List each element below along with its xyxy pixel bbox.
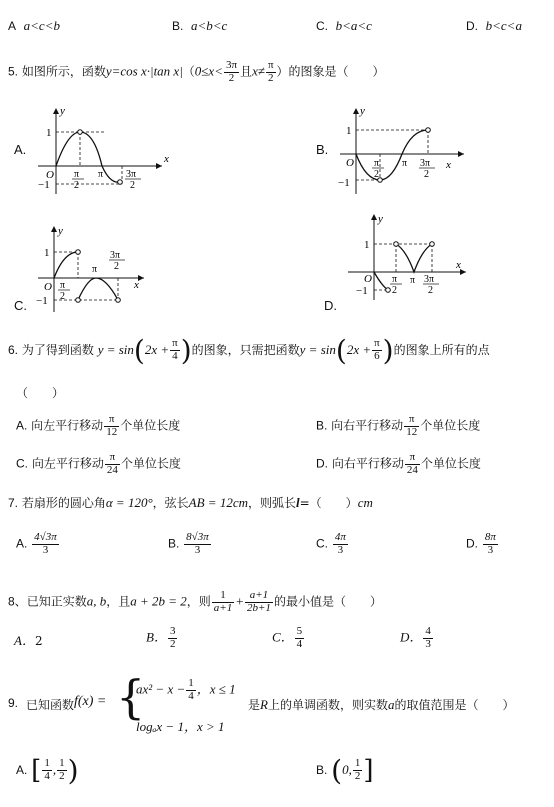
q7-option-d[interactable]: D. $\frac{8\pi}{3}$ — [466, 531, 496, 556]
svg-text:−1: −1 — [338, 177, 350, 189]
q5-option-a-label[interactable]: A. — [14, 142, 27, 157]
q7-stem: 7. 若扇形的圆心角α = 120°，弦长AB = 12cm，则弧长l=（ ）cm — [8, 495, 373, 510]
svg-text:π: π — [410, 275, 416, 286]
svg-text:2: 2 — [60, 291, 65, 302]
svg-text:π: π — [60, 280, 66, 291]
svg-text:π: π — [402, 158, 408, 169]
q5-frac-pi-2: $\frac{\pi}{2}$ — [267, 59, 274, 84]
q4-option-a[interactable]: A a<c<b — [8, 18, 60, 33]
svg-text:y: y — [360, 105, 365, 117]
svg-text:2: 2 — [424, 169, 429, 180]
q9-option-b[interactable]: B. (0, $\frac{1}{2}$ ] — [316, 754, 374, 787]
svg-text:1: 1 — [46, 127, 52, 139]
q5-frac-3pi-2: $\frac{3\pi}{2}$ — [225, 59, 238, 84]
svg-text:3π: 3π — [110, 250, 121, 261]
q4-option-b[interactable]: B. a<b<c — [172, 18, 228, 33]
svg-text:O: O — [44, 281, 52, 293]
q8-option-a[interactable]: A．2 — [14, 633, 43, 648]
q6-option-c[interactable]: C. 向左平行移动 $\frac{\pi}{24}$ 个单位长度 — [16, 451, 181, 476]
q5-option-b-label[interactable]: B. — [316, 142, 329, 157]
svg-text:1: 1 — [364, 239, 370, 251]
q5-graph-c[interactable] — [32, 222, 172, 314]
svg-text:2: 2 — [114, 261, 119, 272]
q9-case-2: logₐx − 1，x > 1 — [136, 719, 225, 734]
svg-text:x: x — [134, 279, 139, 291]
q5-graph-d[interactable] — [342, 210, 482, 302]
q6-option-b[interactable]: B. 向右平行移动 $\frac{\pi}{12}$ 个单位长度 — [316, 413, 481, 438]
svg-text:O: O — [346, 157, 354, 169]
svg-text:2: 2 — [74, 180, 79, 191]
q6-answer-paren: （ ） — [16, 386, 65, 400]
q9-option-a[interactable]: A. [ $\frac{1}{4}$ , $\frac{1}{2}$ ) — [16, 754, 79, 787]
q8-option-b[interactable]: B． $\frac{3}{2}$ — [146, 625, 176, 650]
svg-text:x: x — [446, 159, 451, 171]
svg-text:O: O — [46, 169, 54, 181]
q5-option-d-label[interactable]: D. — [324, 298, 337, 313]
svg-text:π: π — [74, 169, 80, 180]
q7-option-a[interactable]: A. $\frac{4√3\pi}{3}$ — [16, 531, 57, 556]
svg-text:x: x — [456, 259, 461, 271]
q8-option-d[interactable]: D． $\frac{4}{3}$ — [400, 625, 431, 650]
q5-graph-b[interactable] — [334, 104, 474, 196]
svg-text:O: O — [364, 273, 372, 285]
q5-option-c-label[interactable]: C. — [14, 298, 27, 313]
q8-stem: 8、已知正实数a, b，且a + 2b = 2，则 $\frac{1}{a+1}$ + $\frac{a+1}{2b+1}$ 的最小值是（ ） — [8, 589, 382, 614]
svg-text:π: π — [92, 264, 98, 275]
q7-option-c[interactable]: C. $\frac{4\pi}{3}$ — [316, 531, 346, 556]
svg-text:π: π — [374, 158, 380, 169]
svg-text:3π: 3π — [420, 158, 431, 169]
svg-text:1: 1 — [346, 125, 352, 137]
q6-option-a[interactable]: A. 向左平行移动 $\frac{\pi}{12}$ 个单位长度 — [16, 413, 181, 438]
svg-text:−1: −1 — [36, 295, 48, 307]
svg-text:2: 2 — [130, 180, 135, 191]
q4-option-c[interactable]: C. b<a<c — [316, 18, 372, 33]
svg-text:2: 2 — [428, 285, 433, 296]
svg-text:y: y — [60, 105, 65, 117]
svg-text:π: π — [98, 169, 104, 180]
q5-graph-a[interactable] — [32, 104, 172, 196]
curve — [56, 132, 120, 182]
svg-text:2: 2 — [392, 285, 397, 296]
svg-text:3π: 3π — [424, 274, 435, 285]
svg-text:y: y — [378, 213, 383, 225]
q6-option-d[interactable]: D. 向右平行移动 $\frac{\pi}{24}$ 个单位长度 — [316, 451, 481, 476]
svg-text:y: y — [58, 225, 63, 237]
svg-text:x: x — [164, 153, 169, 165]
q9-case-1: ax² − x − $\frac{1}{4}$ ，x ≤ 1 — [136, 677, 236, 702]
svg-text:π: π — [392, 274, 398, 285]
svg-text:2: 2 — [374, 169, 379, 180]
svg-text:−1: −1 — [38, 179, 50, 191]
q4-option-d[interactable]: D. b<c<a — [466, 18, 522, 33]
svg-text:3π: 3π — [126, 169, 137, 180]
q7-option-b[interactable]: B. $\frac{8√3\pi}{3}$ — [168, 531, 209, 556]
svg-text:1: 1 — [44, 247, 50, 259]
q8-option-c[interactable]: C． $\frac{5}{4}$ — [272, 625, 303, 650]
svg-text:−1: −1 — [356, 285, 368, 297]
